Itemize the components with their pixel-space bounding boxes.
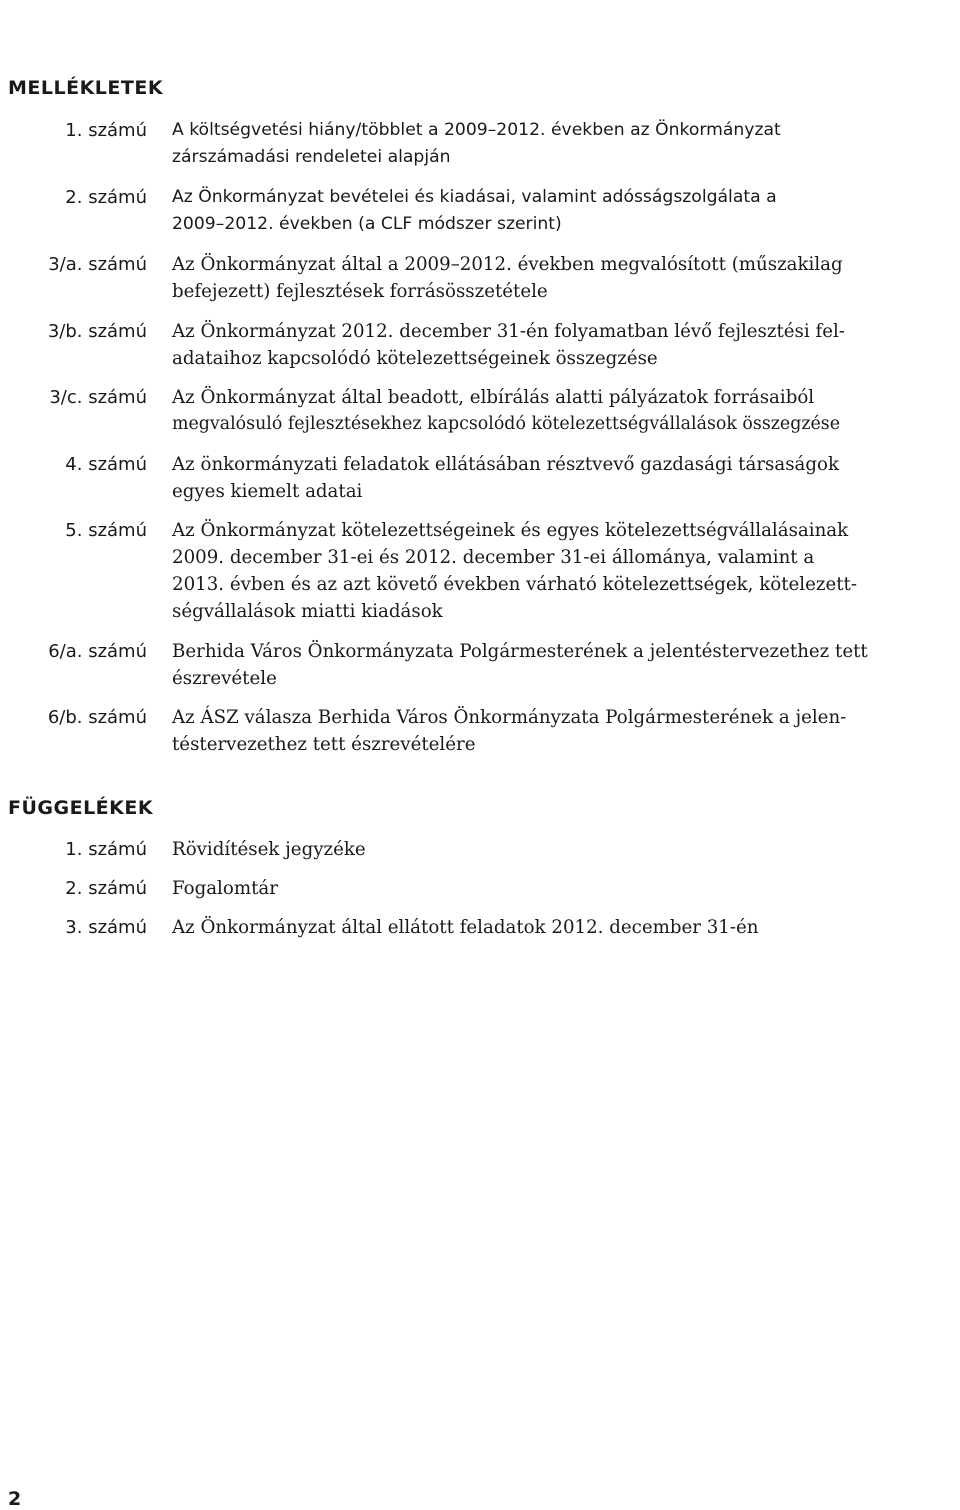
entry-line: ségvállalások miatti kiadások [172,601,443,622]
entry-line: észrevétele [172,668,277,689]
entry-number: 6/a. számú [48,641,147,662]
entry-line: egyes kiemelt adatai [172,481,363,502]
entry-number: 2. számú [65,878,147,899]
entry-line: Az Önkormányzat kötelezettségeinek és egyes kötelezettségvállalásainak [172,520,849,541]
entry-description [172,638,952,692]
entry-number: 3. számú [65,917,147,938]
entry-description [172,451,952,505]
entry-line: A költségvetési hiány/többlet a 2009–2012. években az Önkormányzat [172,120,781,140]
fuggelekek-heading: FÜGGELÉKEK [8,797,154,819]
entry-line: Az Önkormányzat által a 2009–2012. években megvalósított (műszakilag [172,254,843,275]
mellekletek-heading: MELLÉKLETEK [8,77,164,99]
entry-number: 4. számú [65,454,147,475]
entry-line: megvalósuló fejlesztésekhez kapcsolódó kötelezettségvállalások összegzése [172,414,841,434]
entry-description [172,704,952,758]
entry-number: 5. számú [65,520,147,541]
entry-line: Az önkormányzati feladatok ellátásában résztvevő gazdasági társaságok [172,454,839,475]
entry-line: Berhida Város Önkormányzata Polgármesterének a jelentéstervezethez tett [172,641,868,662]
entry-number: 3/b. számú [47,321,147,342]
entry-line: 2009–2012. években (a CLF módszer szerint) [172,214,562,234]
entry-line: adataihoz kapcsolódó kötelezettségeinek összegzése [172,348,658,369]
entry-line: Az Önkormányzat által ellátott feladatok 2012. december 31-én [172,917,759,938]
entry-description [172,875,952,902]
entry-line: Fogalomtár [172,878,278,899]
entry-description [172,251,952,305]
entry-line: 2009. december 31-ei és 2012. december 31-ei állománya, valamint a [172,547,815,568]
entry-line: Az ÁSZ válasza Berhida Város Önkormányzata Polgármesterének a jelen- [172,707,847,728]
entry-line: befejezett) fejlesztések forrásösszetétele [172,281,548,302]
entry-description [172,117,952,171]
entry-number: 1. számú [65,120,147,141]
entry-description [172,184,952,238]
entry-description [172,517,952,625]
entry-description [172,318,952,372]
entry-line: 2013. évben és az azt követő években várható kötelezettségek, kötelezett- [172,574,857,595]
entry-line: Rövidítések jegyzéke [172,839,366,860]
page-number: 2 [8,1488,22,1510]
entry-line: zárszámadási rendeletei alapján [172,147,451,167]
entry-number: 2. számú [65,187,147,208]
entry-line: téstervezethez tett észrevételére [172,734,476,755]
entry-line: Az Önkormányzat által beadott, elbírálás alatti pályázatok forrásaiból [172,387,815,408]
entry-line: Az Önkormányzat bevételei és kiadásai, valamint adósságszolgálata a [172,187,777,207]
entry-number: 1. számú [65,839,147,860]
entry-description [172,384,952,438]
entry-number: 3/a. számú [48,254,147,275]
entry-number: 3/c. számú [49,387,147,408]
entry-line: Az Önkormányzat 2012. december 31-én folyamatban lévő fejlesztési fel- [172,321,845,342]
entry-number: 6/b. számú [47,707,147,728]
entry-description [172,836,952,863]
entry-description [172,914,952,941]
